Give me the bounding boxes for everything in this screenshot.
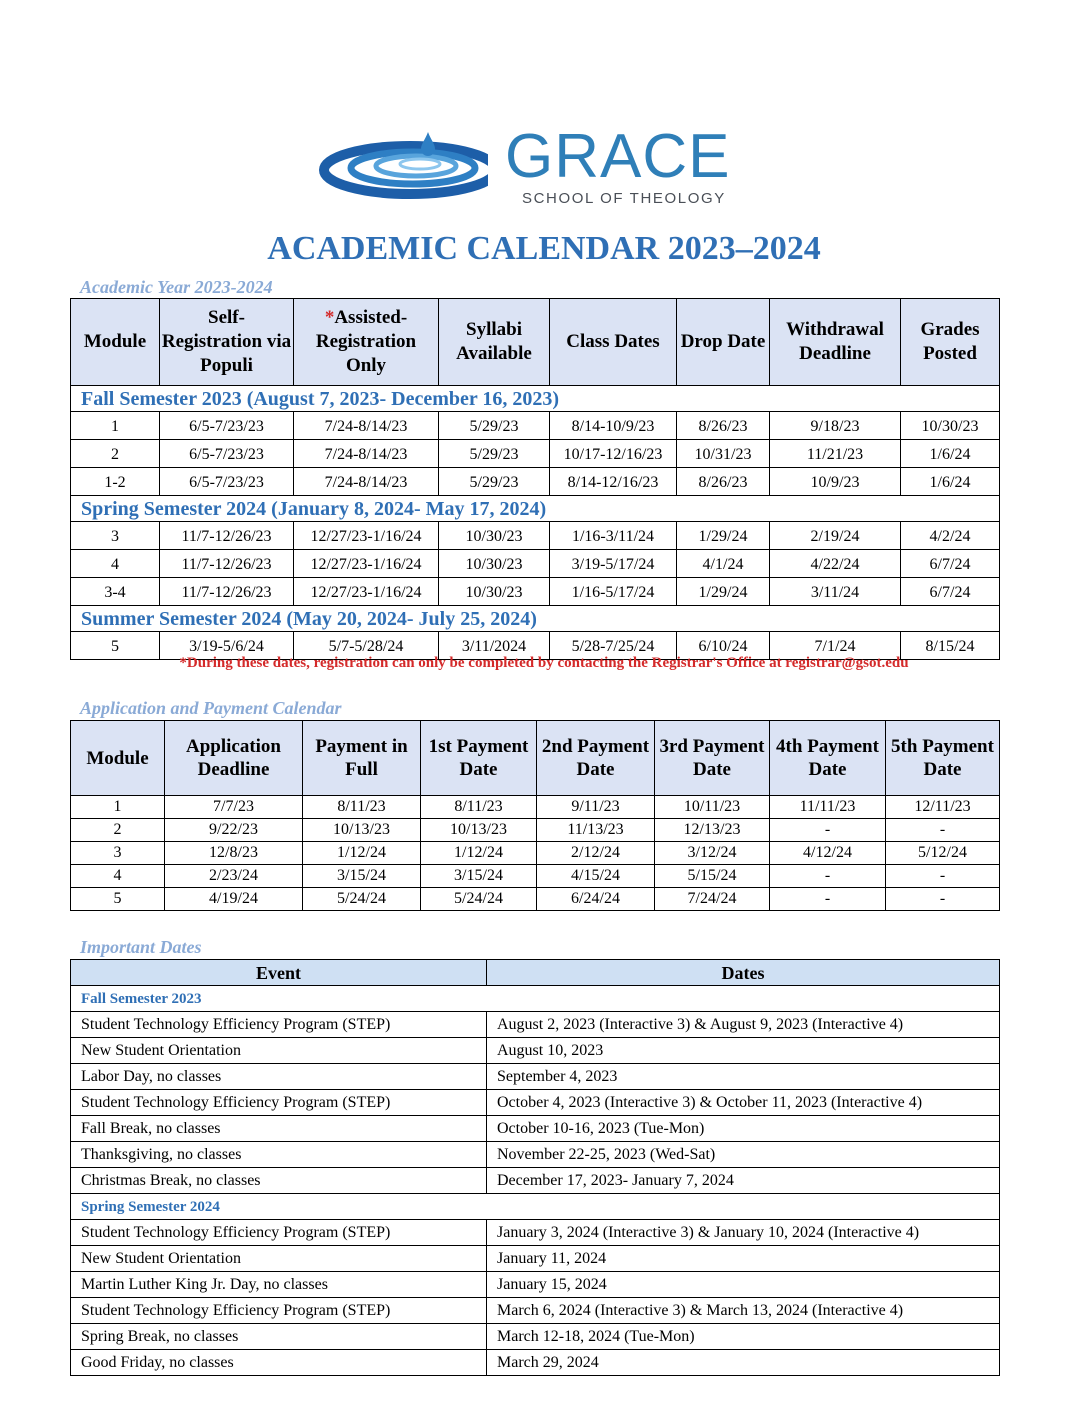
table-cell: 10/13/23 bbox=[421, 819, 537, 842]
table-cell: 3/15/24 bbox=[303, 865, 421, 888]
table-cell: 9/22/23 bbox=[165, 819, 303, 842]
table-cell: 4/19/24 bbox=[165, 888, 303, 911]
table-cell: 2/19/24 bbox=[770, 522, 901, 550]
event-cell: Good Friday, no classes bbox=[71, 1350, 487, 1376]
asterisk-marker: * bbox=[324, 307, 335, 328]
event-cell: Student Technology Efficiency Program (STEP) bbox=[71, 1298, 487, 1324]
table-row bbox=[71, 1090, 1000, 1116]
table-row bbox=[71, 865, 1000, 888]
table-header-row bbox=[71, 721, 1000, 796]
semester-title: Spring Semester 2024 (January 8, 2024- May 17, 2024) bbox=[71, 496, 1000, 522]
table-cell: 5/24/24 bbox=[421, 888, 537, 911]
logo-subtitle: SCHOOL OF THEOLOGY bbox=[522, 190, 726, 207]
section-title: Fall Semester 2023 bbox=[71, 986, 1000, 1012]
header-assisted-label: Assisted-Registration Only bbox=[315, 307, 417, 376]
table-cell: 10/11/23 bbox=[655, 796, 770, 819]
header-module: Module bbox=[71, 299, 160, 386]
table-cell: 11/7-12/26/23 bbox=[160, 550, 294, 578]
table-cell: 6/5-7/23/23 bbox=[160, 468, 294, 496]
table-cell: 3/19-5/6/24 bbox=[160, 632, 294, 660]
table-cell: 5/12/24 bbox=[886, 842, 1000, 865]
table-cell: 11/21/23 bbox=[770, 440, 901, 468]
date-cell: August 10, 2023 bbox=[487, 1038, 1000, 1064]
column-header: Application Deadline bbox=[165, 721, 303, 796]
table-cell: 1/12/24 bbox=[303, 842, 421, 865]
table-cell: 10/31/23 bbox=[677, 440, 770, 468]
event-cell: Thanksgiving, no classes bbox=[71, 1142, 487, 1168]
column-header: 5th Payment Date bbox=[886, 721, 1000, 796]
table-cell: 11/11/23 bbox=[770, 796, 886, 819]
table-row bbox=[71, 1324, 1000, 1350]
payment-calendar-caption: Application and Payment Calendar bbox=[80, 698, 342, 718]
event-cell: Christmas Break, no classes bbox=[71, 1168, 487, 1194]
table-cell: 12/27/23-1/16/24 bbox=[294, 550, 439, 578]
semester-heading-row bbox=[71, 496, 1000, 522]
table-row bbox=[71, 1246, 1000, 1272]
table-cell: 1/16-5/17/24 bbox=[550, 578, 677, 606]
table-cell: 2/23/24 bbox=[165, 865, 303, 888]
table-cell: 12/8/23 bbox=[165, 842, 303, 865]
table-cell: 6/5-7/23/23 bbox=[160, 440, 294, 468]
table-cell: 1 bbox=[71, 796, 165, 819]
table-cell: 1-2 bbox=[71, 468, 160, 496]
academic-year-table bbox=[70, 298, 1000, 660]
date-cell: January 11, 2024 bbox=[487, 1246, 1000, 1272]
event-cell: Martin Luther King Jr. Day, no classes bbox=[71, 1272, 487, 1298]
table-cell: 1/16-3/11/24 bbox=[550, 522, 677, 550]
table-row bbox=[71, 412, 1000, 440]
table-cell: - bbox=[886, 888, 1000, 911]
header-self-registration: Self-Registration via Populi bbox=[160, 299, 294, 386]
table-cell: 8/11/23 bbox=[303, 796, 421, 819]
table-cell: 2/12/24 bbox=[537, 842, 655, 865]
table-cell: 4/12/24 bbox=[770, 842, 886, 865]
column-header: Module bbox=[71, 721, 165, 796]
school-logo bbox=[318, 122, 748, 228]
column-header: 3rd Payment Date bbox=[655, 721, 770, 796]
table-cell: 6/24/24 bbox=[537, 888, 655, 911]
section-title: Spring Semester 2024 bbox=[71, 1194, 1000, 1220]
column-header: 4th Payment Date bbox=[770, 721, 886, 796]
table-cell: 11/7-12/26/23 bbox=[160, 578, 294, 606]
column-header: 2nd Payment Date bbox=[537, 721, 655, 796]
section-heading-row bbox=[71, 986, 1000, 1012]
table-row bbox=[71, 1064, 1000, 1090]
table-cell: 7/24-8/14/23 bbox=[294, 440, 439, 468]
table-cell: 10/30/23 bbox=[439, 578, 550, 606]
table-cell: 5/7-5/28/24 bbox=[294, 632, 439, 660]
table-row bbox=[71, 1350, 1000, 1376]
table-cell: 3-4 bbox=[71, 578, 160, 606]
table-row bbox=[71, 550, 1000, 578]
date-cell: March 6, 2024 (Interactive 3) & March 13, 2024 (Interactive 4) bbox=[487, 1298, 1000, 1324]
event-cell: Student Technology Efficiency Program (STEP) bbox=[71, 1220, 487, 1246]
table-row bbox=[71, 1220, 1000, 1246]
table-row bbox=[71, 522, 1000, 550]
header-assisted-registration bbox=[294, 299, 439, 386]
table-cell: 9/11/23 bbox=[537, 796, 655, 819]
table-cell: 3/19-5/17/24 bbox=[550, 550, 677, 578]
header-drop-date: Drop Date bbox=[677, 299, 770, 386]
page-title: ACADEMIC CALENDAR 2023–2024 bbox=[267, 230, 821, 267]
table-cell: 2 bbox=[71, 819, 165, 842]
date-cell: March 29, 2024 bbox=[487, 1350, 1000, 1376]
table-row bbox=[71, 468, 1000, 496]
payment-calendar-table bbox=[70, 720, 1000, 911]
table-cell: 10/13/23 bbox=[303, 819, 421, 842]
table-cell: 2 bbox=[71, 440, 160, 468]
event-cell: New Student Orientation bbox=[71, 1038, 487, 1064]
table-row bbox=[71, 1038, 1000, 1064]
table-cell: 10/30/23 bbox=[439, 522, 550, 550]
table-cell: 5/29/23 bbox=[439, 440, 550, 468]
table-cell: 1/6/24 bbox=[901, 468, 1000, 496]
table-header-row bbox=[71, 960, 1000, 986]
table-cell: 1 bbox=[71, 412, 160, 440]
table-row bbox=[71, 842, 1000, 865]
table-row bbox=[71, 1012, 1000, 1038]
logo-wordmark: GRACE bbox=[505, 122, 731, 191]
table-cell: 8/26/23 bbox=[677, 468, 770, 496]
table-cell: 5/29/23 bbox=[439, 412, 550, 440]
table-row bbox=[71, 1142, 1000, 1168]
semester-title: Summer Semester 2024 (May 20, 2024- July 25, 2024) bbox=[71, 606, 1000, 632]
event-cell: Fall Break, no classes bbox=[71, 1116, 487, 1142]
table-cell: 5/29/23 bbox=[439, 468, 550, 496]
date-cell: August 2, 2023 (Interactive 3) & August 9, 2023 (Interactive 4) bbox=[487, 1012, 1000, 1038]
registration-note: *During these dates, registration can only be completed by contacting the Registrar's Office at registrar@gsot.edu bbox=[179, 655, 909, 671]
table-cell: 7/24/24 bbox=[655, 888, 770, 911]
table-cell: 5 bbox=[71, 632, 160, 660]
date-cell: October 4, 2023 (Interactive 3) & October 11, 2023 (Interactive 4) bbox=[487, 1090, 1000, 1116]
table-cell: 1/29/24 bbox=[677, 522, 770, 550]
table-header-row bbox=[71, 299, 1000, 386]
table-cell: 10/9/23 bbox=[770, 468, 901, 496]
table-cell: 1/6/24 bbox=[901, 440, 1000, 468]
table-cell: 7/1/24 bbox=[770, 632, 901, 660]
table-cell: 4 bbox=[71, 550, 160, 578]
table-cell: 5 bbox=[71, 888, 165, 911]
table-cell: 3 bbox=[71, 842, 165, 865]
event-cell: Spring Break, no classes bbox=[71, 1324, 487, 1350]
table-cell: 12/11/23 bbox=[886, 796, 1000, 819]
table-cell: 11/7-12/26/23 bbox=[160, 522, 294, 550]
semester-heading-row bbox=[71, 606, 1000, 632]
section-heading-row bbox=[71, 1194, 1000, 1220]
event-cell: Labor Day, no classes bbox=[71, 1064, 487, 1090]
table-cell: 5/15/24 bbox=[655, 865, 770, 888]
table-cell: 12/13/23 bbox=[655, 819, 770, 842]
semester-heading-row bbox=[71, 386, 1000, 412]
table-row bbox=[71, 888, 1000, 911]
date-cell: December 17, 2023- January 7, 2024 bbox=[487, 1168, 1000, 1194]
table-cell: - bbox=[886, 819, 1000, 842]
table-cell: 12/27/23-1/16/24 bbox=[294, 522, 439, 550]
table-row bbox=[71, 578, 1000, 606]
table-row bbox=[71, 819, 1000, 842]
semester-title: Fall Semester 2023 (August 7, 2023- December 16, 2023) bbox=[71, 386, 1000, 412]
header-syllabi: Syllabi Available bbox=[439, 299, 550, 386]
table-cell: 3/15/24 bbox=[421, 865, 537, 888]
table-cell: 9/18/23 bbox=[770, 412, 901, 440]
event-cell: Student Technology Efficiency Program (STEP) bbox=[71, 1090, 487, 1116]
important-dates-table bbox=[70, 959, 1000, 1376]
table-cell: 3 bbox=[71, 522, 160, 550]
table-cell: 5/28-7/25/24 bbox=[550, 632, 677, 660]
header-grades: Grades Posted bbox=[901, 299, 1000, 386]
table-cell: 8/11/23 bbox=[421, 796, 537, 819]
water-drop-ripple-icon bbox=[318, 128, 503, 200]
table-cell: 8/14-12/16/23 bbox=[550, 468, 677, 496]
column-header: Dates bbox=[487, 960, 1000, 986]
table-cell: 3/12/24 bbox=[655, 842, 770, 865]
event-cell: Student Technology Efficiency Program (STEP) bbox=[71, 1012, 487, 1038]
date-cell: March 12-18, 2024 (Tue-Mon) bbox=[487, 1324, 1000, 1350]
table-cell: 3/11/2024 bbox=[439, 632, 550, 660]
table-row bbox=[71, 1116, 1000, 1142]
table-cell: 3/11/24 bbox=[770, 578, 901, 606]
table-cell: - bbox=[770, 819, 886, 842]
column-header: 1st Payment Date bbox=[421, 721, 537, 796]
column-header: Payment in Full bbox=[303, 721, 421, 796]
table-cell: 1/29/24 bbox=[677, 578, 770, 606]
table-cell: 4/15/24 bbox=[537, 865, 655, 888]
column-header: Event bbox=[71, 960, 487, 986]
important-dates-caption: Important Dates bbox=[80, 937, 202, 957]
table-cell: 8/15/24 bbox=[901, 632, 1000, 660]
table-cell: 7/7/23 bbox=[165, 796, 303, 819]
table-row bbox=[71, 796, 1000, 819]
table-row bbox=[71, 1168, 1000, 1194]
table-cell: 10/17-12/16/23 bbox=[550, 440, 677, 468]
table-cell: - bbox=[886, 865, 1000, 888]
table-cell: 5/24/24 bbox=[303, 888, 421, 911]
table-cell: 4/22/24 bbox=[770, 550, 901, 578]
table-cell: 12/27/23-1/16/24 bbox=[294, 578, 439, 606]
table-cell: 4/1/24 bbox=[677, 550, 770, 578]
date-cell: January 3, 2024 (Interactive 3) & January 10, 2024 (Interactive 4) bbox=[487, 1220, 1000, 1246]
table-cell: 6/5-7/23/23 bbox=[160, 412, 294, 440]
academic-year-caption: Academic Year 2023-2024 bbox=[80, 277, 273, 297]
table-cell: 10/30/23 bbox=[901, 412, 1000, 440]
table-row bbox=[71, 440, 1000, 468]
table-cell: 7/24-8/14/23 bbox=[294, 412, 439, 440]
table-cell: 6/10/24 bbox=[677, 632, 770, 660]
table-cell: 4 bbox=[71, 865, 165, 888]
table-cell: 8/26/23 bbox=[677, 412, 770, 440]
event-cell: New Student Orientation bbox=[71, 1246, 487, 1272]
table-cell: 7/24-8/14/23 bbox=[294, 468, 439, 496]
table-cell: 8/14-10/9/23 bbox=[550, 412, 677, 440]
table-row bbox=[71, 1298, 1000, 1324]
date-cell: October 10-16, 2023 (Tue-Mon) bbox=[487, 1116, 1000, 1142]
table-row bbox=[71, 1272, 1000, 1298]
date-cell: November 22-25, 2023 (Wed-Sat) bbox=[487, 1142, 1000, 1168]
table-cell: 6/7/24 bbox=[901, 550, 1000, 578]
date-cell: September 4, 2023 bbox=[487, 1064, 1000, 1090]
table-cell: - bbox=[770, 888, 886, 911]
header-withdrawal: Withdrawal Deadline bbox=[770, 299, 901, 386]
table-cell: 11/13/23 bbox=[537, 819, 655, 842]
header-class-dates: Class Dates bbox=[550, 299, 677, 386]
table-cell: 4/2/24 bbox=[901, 522, 1000, 550]
table-cell: - bbox=[770, 865, 886, 888]
table-cell: 1/12/24 bbox=[421, 842, 537, 865]
table-cell: 6/7/24 bbox=[901, 578, 1000, 606]
table-cell: 10/30/23 bbox=[439, 550, 550, 578]
date-cell: January 15, 2024 bbox=[487, 1272, 1000, 1298]
